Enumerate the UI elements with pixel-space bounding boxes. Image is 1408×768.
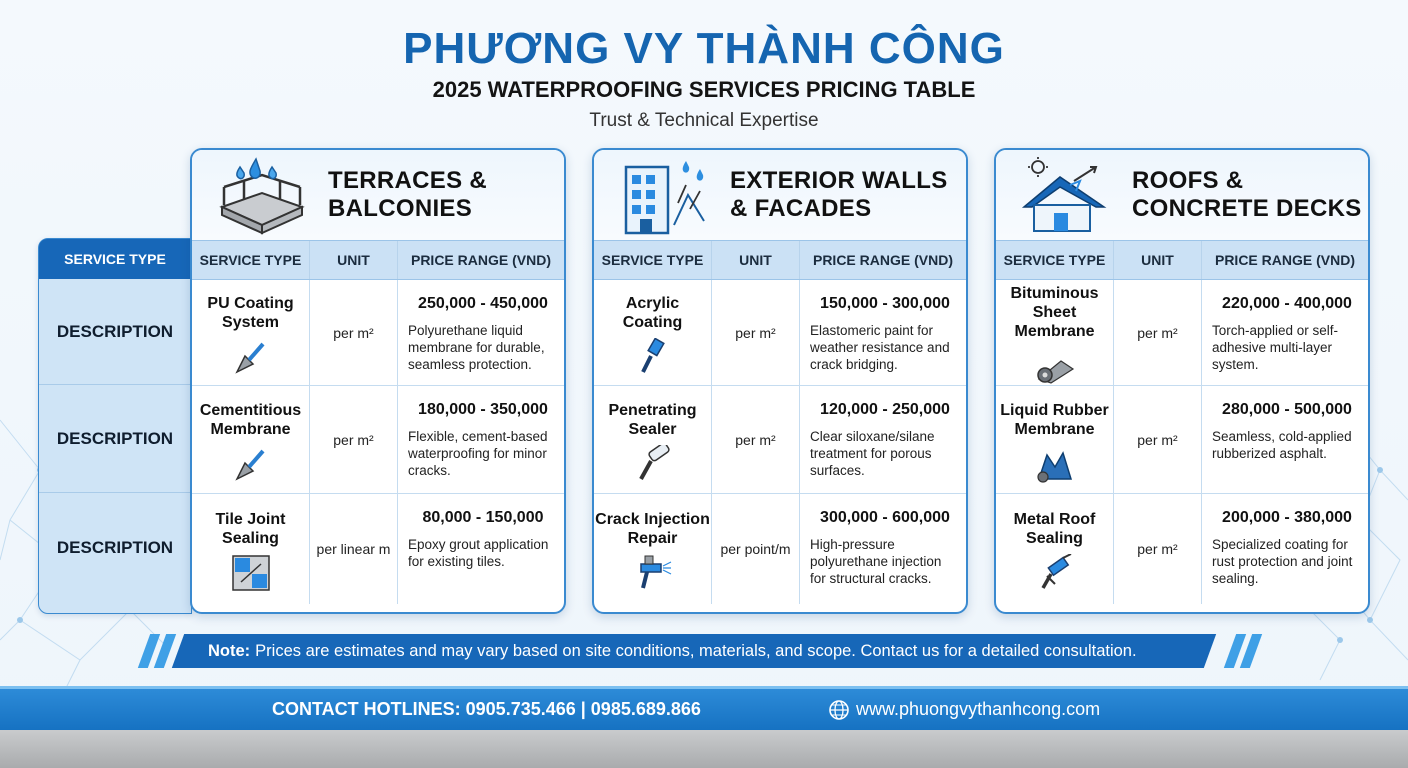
service-description: Specialized coating for rust protection and joint sealing. [1212, 537, 1353, 586]
price-cell [800, 494, 966, 604]
price-cell [398, 386, 564, 493]
price-range: 280,000 - 500,000 [1222, 401, 1352, 418]
note-label: Note: [208, 641, 251, 660]
card-title-line: TERRACES & [328, 167, 488, 194]
service-cell [996, 494, 1114, 604]
service-name: Acrylic Coating [622, 294, 683, 331]
unit-cell: per m² [310, 280, 398, 385]
row-label: DESCRIPTION [56, 538, 174, 557]
table-row [192, 280, 564, 386]
unit-cell: per m² [1114, 494, 1202, 604]
card-title-line: ROOFS & [1132, 167, 1244, 194]
unit-cell: per m² [712, 386, 800, 493]
service-name: Liquid Rubber Membrane [1000, 401, 1109, 438]
caulk-gun-icon [1035, 554, 1075, 592]
table-row [996, 494, 1368, 604]
col-price-range: PRICE RANGE (VND) [410, 252, 551, 268]
col-price-range: PRICE RANGE (VND) [812, 252, 953, 268]
tagline: Trust & Technical Expertise [589, 110, 819, 131]
unit-cell: per m² [310, 386, 398, 493]
price-cell [1202, 386, 1368, 493]
table-header [192, 240, 564, 280]
note-text [208, 634, 1208, 668]
page-header [0, 22, 1408, 134]
table-row [192, 494, 564, 604]
service-description: Seamless, cold-applied rubberized asphalt. [1212, 429, 1352, 461]
table-header [996, 240, 1368, 280]
table-row [594, 280, 966, 386]
row-label-column [38, 238, 192, 614]
service-description: Polyurethane liquid membrane for durable, seamless protection. [408, 323, 545, 372]
service-name: Cementitious Membrane [199, 401, 302, 438]
price-range: 250,000 - 450,000 [418, 295, 548, 312]
service-cell [594, 280, 712, 385]
price-range: 80,000 - 150,000 [422, 509, 544, 526]
table-row [996, 280, 1368, 386]
service-name: Tile Joint Sealing [215, 511, 286, 547]
contact-hotlines[interactable]: CONTACT HOTLINES: 0905.735.466 | 0985.689.866 [272, 699, 701, 719]
card-roofs-concrete-decks [994, 148, 1370, 614]
card-title-line: & FACADES [730, 195, 872, 222]
service-description: High-pressure polyurethane injection for structural cracks. [810, 537, 942, 586]
col-service-type: SERVICE TYPE [192, 241, 310, 279]
service-description: Clear siloxane/silane treatment for porous surfaces. [810, 429, 935, 478]
row-label: DESCRIPTION [39, 385, 191, 493]
table-header [594, 240, 966, 280]
card-terraces-balconies [190, 148, 566, 614]
page-subtitle: 2025 WATERPROOFING SERVICES PRICING TABLE [432, 77, 976, 102]
col-service-type: SERVICE TYPE [996, 241, 1114, 279]
terrace-water-icon [214, 155, 310, 235]
service-name: Penetrating Sealer [608, 401, 697, 438]
trowel-icon [231, 338, 271, 376]
unit-cell: per point/m [712, 494, 800, 604]
row-label-header: SERVICE TYPE [39, 239, 191, 279]
service-cell [192, 280, 310, 385]
table-row [192, 386, 564, 494]
card-title [730, 167, 948, 223]
bottom-strip [0, 730, 1408, 768]
website-link[interactable] [828, 699, 1100, 721]
card-title-line: CONCRETE DECKS [1132, 195, 1362, 222]
price-cell [398, 494, 564, 604]
paint-roller-icon [633, 445, 673, 483]
price-range: 150,000 - 300,000 [820, 295, 950, 312]
service-cell [996, 386, 1114, 493]
paint-brush-icon [633, 338, 673, 376]
globe-icon [828, 699, 850, 721]
unit-cell: per m² [712, 280, 800, 385]
tile-joint-icon [231, 554, 271, 592]
col-price-range: PRICE RANGE (VND) [1214, 252, 1355, 268]
unit-cell: per m² [1114, 280, 1202, 385]
unit-cell: per linear m [310, 494, 398, 604]
col-unit: UNIT [310, 241, 398, 279]
col-unit: UNIT [712, 241, 800, 279]
service-cell [192, 494, 310, 604]
trowel-icon [231, 445, 271, 483]
card-title [1132, 167, 1362, 223]
contact-footer [0, 686, 1408, 730]
service-cell [594, 386, 712, 493]
price-range: 120,000 - 250,000 [820, 401, 950, 418]
price-cell [398, 280, 564, 385]
price-cell [800, 386, 966, 493]
price-range: 180,000 - 350,000 [418, 401, 548, 418]
price-cell [800, 280, 966, 385]
service-cell [594, 494, 712, 604]
table-row [594, 386, 966, 494]
service-description: Epoxy grout application for existing tiles. [408, 537, 549, 569]
card-title-line: EXTERIOR WALLS [730, 167, 948, 194]
col-unit: UNIT [1114, 241, 1202, 279]
col-service-type: SERVICE TYPE [594, 241, 712, 279]
card-exterior-walls-facades [592, 148, 968, 614]
service-description: Elastomeric paint for weather resistance and crack bridging. [810, 323, 950, 372]
price-cell [1202, 280, 1368, 385]
table-row [594, 494, 966, 604]
rubber-membrane-icon [1035, 445, 1075, 483]
price-range: 220,000 - 400,000 [1222, 295, 1352, 312]
service-name: PU Coating System [207, 294, 294, 331]
card-title-line: BALCONIES [328, 195, 473, 222]
house-roof-icon [1018, 155, 1114, 235]
note-banner [138, 634, 1272, 668]
card-header [192, 150, 564, 240]
price-cell [1202, 494, 1368, 604]
service-name: Metal Roof Sealing [1013, 511, 1096, 547]
note-body: Prices are estimates and may vary based on site conditions, materials, and scope. Contact us for a detailed consultation. [255, 641, 1137, 660]
website-url[interactable]: www.phuongvythanhcong.com [856, 699, 1101, 719]
table-row [996, 386, 1368, 494]
service-description: Torch-applied or self-adhesive multi-layer system. [1212, 323, 1339, 372]
brand-title: PHƯƠNG VY THÀNH CÔNG [403, 24, 1005, 73]
service-cell [192, 386, 310, 493]
service-name: Crack Injection Repair [595, 511, 710, 547]
building-rain-icon [616, 155, 712, 235]
card-title [328, 167, 487, 223]
card-header [594, 150, 966, 240]
card-header [996, 150, 1368, 240]
service-name: Bituminous Sheet Membrane [1010, 285, 1099, 340]
price-range: 300,000 - 600,000 [820, 509, 950, 526]
spray-gun-icon [633, 554, 673, 592]
price-range: 200,000 - 380,000 [1222, 509, 1352, 526]
membrane-roll-icon [1035, 347, 1075, 385]
service-cell [996, 280, 1114, 385]
row-label: DESCRIPTION [39, 279, 191, 385]
unit-cell: per m² [1114, 386, 1202, 493]
service-description: Flexible, cement-based waterproofing for minor cracks. [408, 429, 548, 478]
